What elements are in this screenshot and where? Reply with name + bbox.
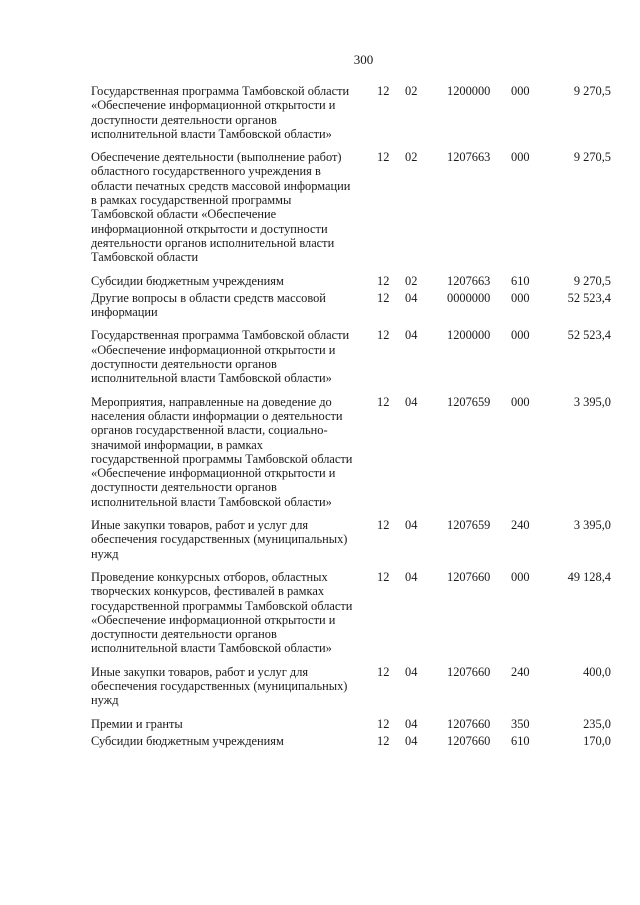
amount: 3 395,0 xyxy=(573,518,611,533)
target-article-code: 1207663 xyxy=(447,150,491,165)
item-name: Субсидии бюджетным учреждениям xyxy=(91,733,284,748)
section-code xyxy=(357,665,447,717)
expense-type-code: 000 xyxy=(511,290,530,305)
item-name: Другие вопросы в области средств массовой информации xyxy=(91,290,326,320)
section-code xyxy=(357,328,447,394)
target-article-code: 1207659 xyxy=(447,518,491,533)
target-article-code: 1207659 xyxy=(447,394,491,409)
rz-code: 12 xyxy=(377,569,390,584)
budget-table xyxy=(91,84,611,757)
expense-type-code: 350 xyxy=(511,716,530,731)
target-article-code: 0000000 xyxy=(447,290,491,305)
item-name: Иные закупки товаров, работ и услуг для обеспечения государственных (муниципальных) нужд xyxy=(91,518,348,561)
pr-code: 04 xyxy=(405,569,418,584)
pr-code: 04 xyxy=(405,394,418,409)
rz-code: 12 xyxy=(377,716,390,731)
rz-code: 12 xyxy=(377,290,390,305)
target-article-code: 1207660 xyxy=(447,569,491,584)
budget-table-body xyxy=(91,84,611,757)
pr-code: 02 xyxy=(405,150,418,165)
amount: 170,0 xyxy=(583,733,611,748)
item-name: Иные закупки товаров, работ и услуг для обеспечения государственных (муниципальных) нужд xyxy=(91,664,348,708)
expense-type-code: 000 xyxy=(511,394,530,409)
rz-code: 12 xyxy=(377,150,390,165)
table-row xyxy=(91,84,611,150)
section-code xyxy=(357,518,447,570)
amount: 9 270,5 xyxy=(573,150,611,165)
expense-type-code: 000 xyxy=(511,84,530,98)
expense-type-code: 000 xyxy=(511,150,530,165)
table-row xyxy=(91,274,611,291)
amount: 49 128,4 xyxy=(567,569,611,584)
rz-code: 12 xyxy=(377,664,390,679)
expense-type-code: 240 xyxy=(511,518,530,533)
section-code xyxy=(357,717,447,734)
pr-code: 02 xyxy=(405,84,418,98)
rz-code: 12 xyxy=(377,518,390,533)
amount: 235,0 xyxy=(583,716,611,731)
item-name: Премии и гранты xyxy=(91,716,183,731)
table-row xyxy=(91,717,611,734)
table-row xyxy=(91,395,611,518)
pr-code: 04 xyxy=(405,328,418,343)
item-name: Обеспечение деятельности (выполнение работ) областного государственного учреждения в области печатных средств массовой информации в рамках государственной программы Тамбовской области «Обеспечение информационной открытости и доступности деятельности органов исполнительной власти Тамбовской области xyxy=(91,150,351,265)
section-code xyxy=(357,150,447,273)
table-row xyxy=(91,328,611,394)
pr-code: 02 xyxy=(405,273,418,288)
target-article-code: 1207663 xyxy=(447,273,491,288)
table-row xyxy=(91,665,611,717)
section-code xyxy=(357,84,447,150)
rz-code: 12 xyxy=(377,84,390,98)
amount: 3 395,0 xyxy=(573,394,611,409)
section-code xyxy=(357,291,447,329)
rz-code: 12 xyxy=(377,328,390,343)
section-code xyxy=(357,395,447,518)
expense-type-code: 240 xyxy=(511,664,530,679)
amount: 9 270,5 xyxy=(573,273,611,288)
section-code xyxy=(357,570,447,665)
rz-code: 12 xyxy=(377,273,390,288)
pr-code: 04 xyxy=(405,518,418,533)
target-article-code: 1200000 xyxy=(447,84,491,98)
expense-type-code: 000 xyxy=(511,569,530,584)
table-row xyxy=(91,518,611,570)
section-code xyxy=(357,734,447,757)
rz-code: 12 xyxy=(377,394,390,409)
pr-code: 04 xyxy=(405,716,418,731)
item-name: Государственная программа Тамбовской области «Обеспечение информационной открытости и доступности деятельности органов исполнительной власти Тамбовской области» xyxy=(91,328,350,386)
table-row xyxy=(91,150,611,273)
amount: 52 523,4 xyxy=(567,290,611,305)
amount: 9 270,5 xyxy=(573,84,611,98)
expense-type-code: 610 xyxy=(511,273,530,288)
rz-code: 12 xyxy=(377,733,390,748)
item-name: Государственная программа Тамбовской области «Обеспечение информационной открытости и доступности деятельности органов исполнительной власти Тамбовской области» xyxy=(91,84,350,141)
table-row xyxy=(91,570,611,665)
amount: 400,0 xyxy=(583,664,611,679)
target-article-code: 1207660 xyxy=(447,733,491,748)
item-name: Субсидии бюджетным учреждениям xyxy=(91,273,284,288)
page-number: 300 xyxy=(353,52,374,67)
amount: 52 523,4 xyxy=(567,328,611,343)
target-article-code: 1200000 xyxy=(447,328,491,343)
pr-code: 04 xyxy=(405,733,418,748)
pr-code: 04 xyxy=(405,290,418,305)
table-row xyxy=(91,291,611,329)
table-row xyxy=(91,734,611,757)
section-code xyxy=(357,274,447,291)
expense-type-code: 610 xyxy=(511,733,530,748)
item-name: Проведение конкурсных отборов, областных творческих конкурсов, фестивалей в рамках государственной программы Тамбовской области «Обеспечение информационной открытости и доступности деятельности органов исполнительной власти Тамбовской области» xyxy=(91,569,353,656)
item-name: Мероприятия, направленные на доведение до населения области информации о деятельности органов государственной власти, социально-значимой информации, в рамках государственной программы Тамбовской области «Обеспечение информационной открытости и доступности деятельности органов исполнительной власти Тамбовской области» xyxy=(91,394,353,509)
pr-code: 04 xyxy=(405,664,418,679)
target-article-code: 1207660 xyxy=(447,664,491,679)
expense-type-code: 000 xyxy=(511,328,530,343)
target-article-code: 1207660 xyxy=(447,716,491,731)
